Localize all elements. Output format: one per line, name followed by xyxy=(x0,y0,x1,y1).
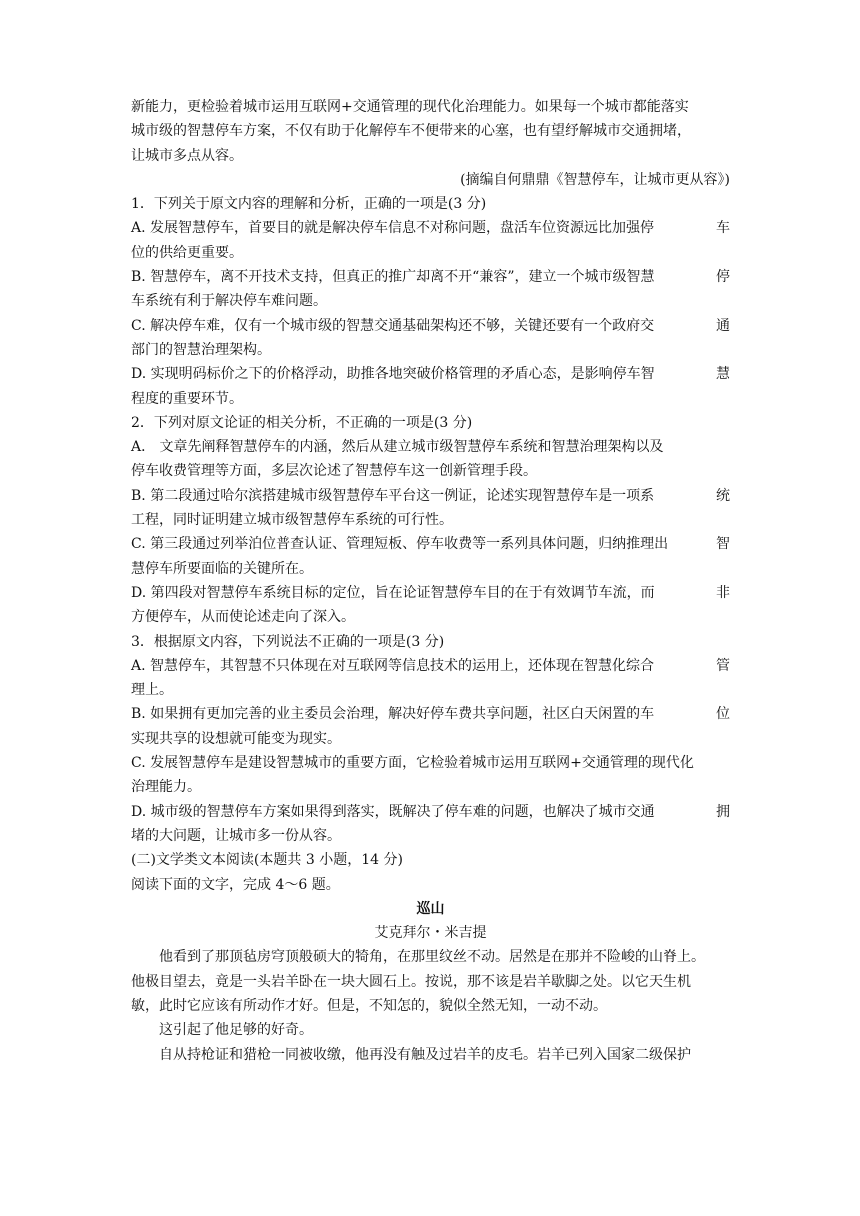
document-page xyxy=(131,95,730,1067)
option-line: 位的供给更重要。 xyxy=(131,244,243,261)
q2-option-c xyxy=(131,532,730,581)
option-line: 慧停车所要面临的关键所在。 xyxy=(131,560,313,577)
option-line: 方便停车，从而使论述走向了深入。 xyxy=(131,609,355,626)
option-line-tail: 停 xyxy=(716,269,730,286)
q1-option-a xyxy=(131,216,730,265)
option-line-tail: 慧 xyxy=(716,366,730,383)
story-paragraph-line: 他看到了那顶毡房穹顶般硕大的犄角，在那里纹丝不动。居然是在那并不险峻的山脊上。 xyxy=(159,949,705,966)
story-paragraph-line: 自从持枪证和猎枪一同被收缴，他再没有触及过岩羊的皮毛。岩羊已列入国家二级保护 xyxy=(159,1046,691,1063)
q1-option-c xyxy=(131,314,730,363)
option-line-tail: 智 xyxy=(716,536,730,553)
option-line: C. 发展智慧停车是建设智慧城市的重要方面，它检验着城市运用互联网+交通管理的现代化 xyxy=(131,755,694,772)
option-line: B. 智慧停车，离不开技术支持，但真正的推广却离不开“兼容”，建立一个城市级智慧 xyxy=(131,269,655,286)
q3-option-d xyxy=(131,800,730,849)
section-heading: (二)文学类文本阅读(本题共 3 小题，14 分) xyxy=(131,852,403,869)
option-line: B. 第二段通过哈尔滨搭建城市级智慧停车平台这一例证，论述实现智慧停车是一项系 xyxy=(131,487,655,504)
option-line-tail: 管 xyxy=(716,657,730,674)
option-line-tail: 拥 xyxy=(716,803,730,820)
q3-option-a xyxy=(131,654,730,703)
option-line: D. 第四段对智慧停车系统目标的定位，旨在论证智慧停车目的在于有效调节车流，而 xyxy=(131,584,655,601)
option-line: 实现共享的设想就可能变为现实。 xyxy=(131,730,341,747)
q2-option-a xyxy=(131,435,730,484)
option-line: A． 文章先阐释智慧停车的内涵，然后从建立城市级智慧停车系统和智慧治理架构以及 xyxy=(131,439,664,456)
q1-option-b xyxy=(131,265,730,314)
intro-line: 新能力，更检验着城市运用互联网+交通管理的现代化治理能力。如果每一个城市都能落实 xyxy=(131,99,689,115)
option-line: C. 解决停车难，仅有一个城市级的智慧交通基础架构还不够，关键还要有一个政府交 xyxy=(131,317,655,334)
question-2-stem: 2．下列对原文论证的相关分析，不正确的一项是(3 分) xyxy=(131,414,473,431)
option-line: 停车收费管理等方面，多层次论述了智慧停车这一创新管理手段。 xyxy=(131,463,537,480)
question-3-stem: 3．根据原文内容，下列说法不正确的一项是(3 分) xyxy=(131,633,445,650)
option-line: 部门的智慧治理架构。 xyxy=(131,341,271,358)
source-citation: (摘编自何鼎鼎《智慧停车，让城市更从容》) xyxy=(460,171,730,188)
option-line: 堵的大问题，让城市多一份从容。 xyxy=(131,827,341,844)
option-line: 理上。 xyxy=(131,682,173,699)
story-title: 巡山 xyxy=(416,900,445,917)
option-line: D. 实现明码标价之下的价格浮动，助推各地突破价格管理的矛盾心态，是影响停车智 xyxy=(131,366,655,383)
q2-option-b xyxy=(131,484,730,533)
option-line: B. 如果拥有更加完善的业主委员会治理，解决好停车费共享问题，社区白天闲置的车 xyxy=(131,706,655,723)
option-line-tail: 车 xyxy=(716,220,730,237)
question-1-stem: 1．下列关于原文内容的理解和分析，正确的一项是(3 分) xyxy=(131,196,487,213)
intro-line: 城市级的智慧停车方案，不仅有助于化解停车不便带来的心塞，也有望纾解城市交通拥堵， xyxy=(131,123,691,140)
option-line-tail: 位 xyxy=(716,706,730,723)
option-line: D. 城市级的智慧停车方案如果得到落实，既解决了停车难的问题，也解决了城市交通 xyxy=(131,803,655,820)
section-instruction: 阅读下面的文字，完成 4～6 题。 xyxy=(131,876,340,893)
option-line: 车系统有利于解决停车难问题。 xyxy=(131,293,327,310)
option-line: 工程，同时证明建立城市级智慧停车系统的可行性。 xyxy=(131,512,453,529)
option-line: C. 第三段通过列举泊位普查认证、管理短板、停车收费等一系列具体问题，归纳推理出 xyxy=(131,536,669,553)
story-author: 艾克拜尔・米吉提 xyxy=(374,925,487,942)
option-line-tail: 通 xyxy=(716,317,730,334)
story-paragraph-line: 他极目望去，竟是一头岩羊卧在一块大圆石上。按说，那不该是岩羊歇脚之处。以它天生机 xyxy=(131,973,691,990)
option-line: A. 发展智慧停车，首要目的就是解决停车信息不对称问题，盘活车位资源远比加强停 xyxy=(131,220,655,237)
option-line-tail: 统 xyxy=(716,487,730,504)
option-line-tail: 非 xyxy=(716,584,730,601)
q3-option-b xyxy=(131,702,730,751)
q3-option-c xyxy=(131,751,730,800)
option-line: A. 智慧停车，其智慧不只体现在对互联网等信息技术的运用上，还体现在智慧化综合 xyxy=(131,657,655,674)
q2-option-d xyxy=(131,581,730,630)
intro-line: 让城市多点从容。 xyxy=(131,147,243,164)
q1-option-d xyxy=(131,362,730,411)
story-paragraph-line: 敏，此时它应该有所动作才好。但是，不知怎的，貌似全然无知，一动不动。 xyxy=(131,997,607,1014)
story-paragraph: 这引起了他足够的好奇。 xyxy=(159,1022,313,1039)
option-line: 治理能力。 xyxy=(131,779,201,796)
option-line: 程度的重要环节。 xyxy=(131,390,243,407)
